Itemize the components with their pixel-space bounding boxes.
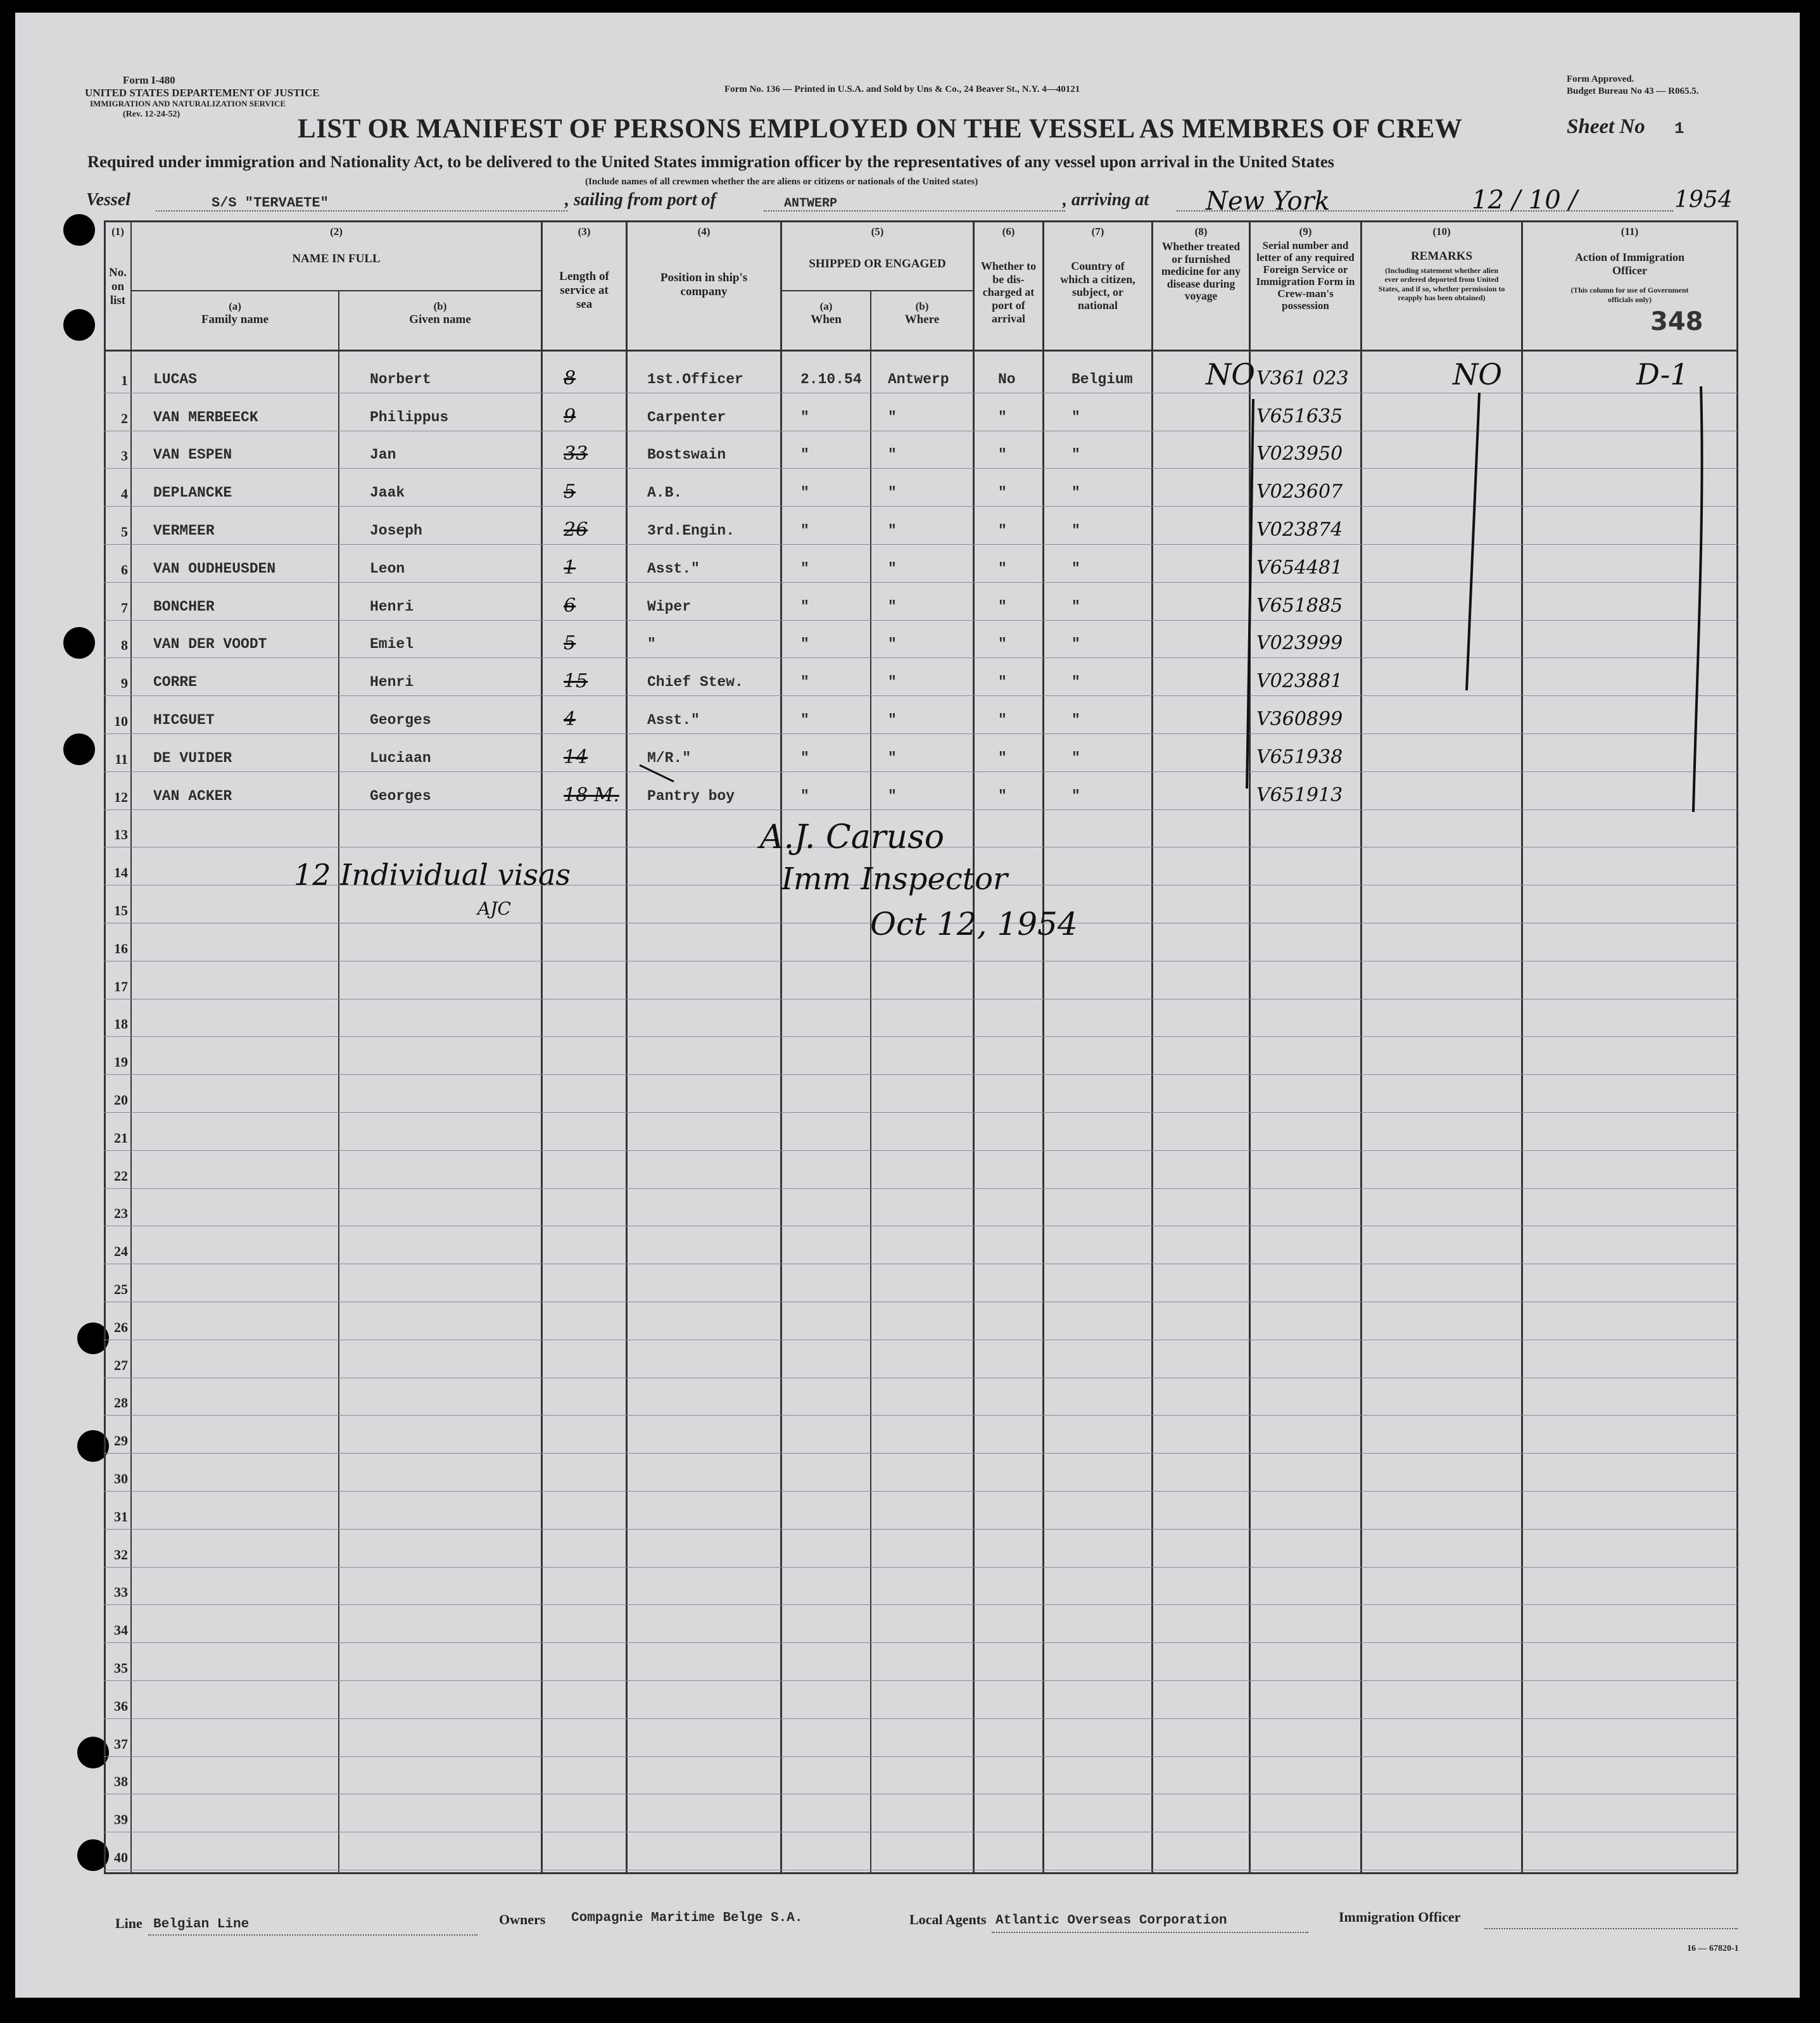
- given-name: Leon: [370, 560, 405, 577]
- given-name: Jan: [370, 447, 396, 464]
- shipped-when: ": [800, 560, 809, 577]
- family-name: HICGUET: [153, 712, 215, 728]
- shipped-where: ": [888, 749, 897, 766]
- visa-count-note: 12 Individual visas: [294, 858, 571, 892]
- discharged: ": [998, 409, 1007, 426]
- col2a-num: (a): [229, 300, 241, 312]
- col8-label: Whether treated or furnished medicine for any disease during voyage: [1161, 240, 1241, 303]
- sheet-label: Sheet No: [1567, 115, 1645, 138]
- row-number: 4: [121, 486, 128, 502]
- row-number: 13: [114, 827, 128, 843]
- discharged: ": [998, 712, 1007, 728]
- col2-num: (2): [330, 225, 343, 238]
- family-name: VAN ACKER: [153, 787, 232, 804]
- form-title: LIST OR MANIFEST OF PERSONS EMPLOYED ON THE VESSEL AS MEMBRES OF CREW: [298, 114, 1463, 144]
- serial-number: V651938: [1256, 745, 1343, 768]
- serial-number: V023874: [1256, 519, 1343, 541]
- revision: (Rev. 12-24-52): [123, 110, 180, 119]
- col2b-num: (b): [433, 300, 447, 312]
- given-name: Norbert: [370, 371, 431, 388]
- shipped-when: ": [800, 674, 809, 691]
- discharged: ": [998, 447, 1007, 464]
- col3-label: Length of service at sea: [559, 270, 609, 311]
- form-subnote: (Include names of all crewmen whether the are aliens or citizens or nationals of the United states): [585, 177, 978, 187]
- country: ": [1071, 598, 1080, 615]
- arrival-date: 12 / 10 /: [1472, 186, 1577, 215]
- officer-label: Immigration Officer: [1339, 1909, 1461, 1925]
- row-number: 28: [114, 1395, 128, 1411]
- given-name: Georges: [370, 787, 431, 804]
- family-name: VAN ESPEN: [153, 447, 232, 464]
- length-of-service: 14: [564, 745, 588, 768]
- serial-number: V361 023: [1256, 367, 1349, 390]
- line-value: Belgian Line: [153, 1917, 250, 1932]
- length-of-service: 18 M.: [564, 783, 619, 806]
- country: ": [1071, 787, 1080, 804]
- col7-num: (7): [1091, 225, 1104, 238]
- printer-note: Form No. 136 — Printed in U.S.A. and Sold by Uns & Co., 24 Beaver St., N.Y. 4—40121: [724, 84, 1080, 94]
- length-of-service: 5: [564, 481, 576, 504]
- shipped-where: ": [888, 787, 897, 804]
- shipped-where: ": [888, 712, 897, 728]
- position: M/R.": [647, 749, 692, 766]
- col11-num: (11): [1621, 225, 1639, 238]
- discharged: ": [998, 749, 1007, 766]
- line-label: Line: [115, 1915, 142, 1931]
- col9-label: Serial number and letter of any required Foreign Service or Immigration Form in Crew-man's possession: [1256, 239, 1355, 312]
- country: ": [1071, 674, 1080, 691]
- row-number: 1: [121, 372, 128, 388]
- row-number: 37: [114, 1735, 128, 1752]
- row-number: 18: [114, 1016, 128, 1032]
- officer-stamp: 348: [1650, 307, 1703, 336]
- country: ": [1071, 636, 1080, 653]
- position: 1st.Officer: [647, 371, 743, 388]
- row-number: 34: [114, 1622, 128, 1639]
- position: Asst.": [647, 560, 700, 577]
- serial-number: V023881: [1256, 670, 1343, 693]
- col5-num: (5): [871, 225, 884, 238]
- row-number: 2: [121, 410, 128, 426]
- length-of-service: 9: [564, 405, 576, 428]
- col2a-label: Family name: [201, 313, 269, 326]
- col1-label: No. on list: [109, 266, 127, 307]
- inspector-signature: A.J. Caruso: [760, 818, 945, 856]
- given-name: Henri: [370, 674, 414, 691]
- length-of-service: 6: [564, 594, 576, 617]
- row-number: 30: [114, 1471, 128, 1487]
- given-name: Philippus: [370, 409, 449, 426]
- col11-note: (This column for use of Government officials only): [1570, 286, 1689, 304]
- col1-num: (1): [111, 225, 124, 238]
- col5-label: SHIPPED OR ENGAGED: [809, 257, 946, 270]
- given-name: Emiel: [370, 636, 414, 653]
- family-name: VAN MERBEECK: [153, 409, 258, 426]
- shipped-where: ": [888, 560, 897, 577]
- discharged: ": [998, 523, 1007, 539]
- length-of-service: 33: [564, 443, 588, 466]
- shipped-where: ": [888, 523, 897, 539]
- serial-number: V023999: [1256, 632, 1343, 655]
- shipped-where: ": [888, 485, 897, 502]
- length-of-service: 1: [564, 556, 576, 579]
- row-number: 9: [121, 675, 128, 692]
- officer-underline: [1484, 1928, 1738, 1929]
- row-number: 11: [115, 751, 128, 767]
- row-number: 8: [121, 637, 128, 654]
- discharged: ": [998, 787, 1007, 804]
- given-name: Joseph: [370, 523, 422, 539]
- family-name: VAN OUDHEUSDEN: [153, 560, 276, 577]
- service: IMMIGRATION AND NATURALIZATION SERVICE: [90, 99, 286, 108]
- col3-num: (3): [578, 225, 591, 238]
- agents-label: Local Agents: [909, 1912, 987, 1927]
- sailing-label: , sailing from port of: [565, 190, 716, 210]
- col2b-label: Given name: [409, 313, 471, 326]
- country: ": [1071, 749, 1080, 766]
- row-number: 20: [114, 1092, 128, 1108]
- serial-number: V360899: [1256, 708, 1343, 730]
- row-number: 24: [114, 1243, 128, 1260]
- serial-number: V651913: [1256, 783, 1343, 806]
- shipped-where: Antwerp: [888, 371, 949, 388]
- initials: AJC: [477, 898, 511, 919]
- owners-value: Compagnie Maritime Belge S.A.: [571, 1911, 803, 1925]
- row-number: 14: [114, 865, 128, 881]
- position: A.B.: [647, 485, 683, 502]
- row-number: 21: [114, 1129, 128, 1146]
- col6-label: Whether to be dis-charged at port of arrival: [980, 260, 1037, 325]
- shipped-when: ": [800, 485, 809, 502]
- position: ": [647, 636, 656, 653]
- serial-number: V654481: [1256, 556, 1343, 579]
- family-name: BONCHER: [153, 598, 215, 615]
- col6-num: (6): [1002, 225, 1015, 238]
- row-number: 33: [114, 1584, 128, 1601]
- agents-underline: [992, 1932, 1308, 1933]
- length-of-service: 8: [564, 367, 576, 390]
- discharged: ": [998, 636, 1007, 653]
- agents-value: Atlantic Overseas Corporation: [995, 1913, 1227, 1928]
- position: Asst.": [647, 712, 700, 728]
- row-number: 26: [114, 1319, 128, 1335]
- col9-num: (9): [1299, 225, 1312, 238]
- position: Carpenter: [647, 409, 726, 426]
- handwritten-strokes: [15, 13, 1800, 1998]
- form-number: Form I-480: [123, 74, 175, 86]
- family-name: DE VUIDER: [153, 749, 232, 766]
- row-number: 10: [114, 713, 128, 729]
- vessel-label: Vessel: [86, 190, 130, 210]
- col5a-label: When: [811, 313, 842, 326]
- row-number: 22: [114, 1167, 128, 1184]
- col4-label: Position in ship's company: [660, 271, 748, 298]
- length-of-service: 4: [564, 708, 576, 730]
- shipped-when: ": [800, 447, 809, 464]
- row-number: 38: [114, 1773, 128, 1790]
- position: Pantry boy: [647, 787, 735, 804]
- country: ": [1071, 447, 1080, 464]
- medicine: NO: [1206, 357, 1255, 391]
- col10-num: (10): [1432, 225, 1451, 238]
- owners-label: Owners: [499, 1912, 546, 1927]
- row-number: 35: [114, 1660, 128, 1676]
- shipped-when: ": [800, 787, 809, 804]
- row-number: 36: [114, 1697, 128, 1714]
- row-number: 12: [114, 789, 128, 805]
- stamp-number: 16 — 67820-1: [1687, 1944, 1739, 1953]
- shipped-where: ": [888, 636, 897, 653]
- department: UNITED STATES DEPARTEMENT OF JUSTICE: [85, 87, 320, 99]
- shipped-where: ": [888, 674, 897, 691]
- given-name: Jaak: [370, 485, 405, 502]
- discharged: ": [998, 485, 1007, 502]
- col7-label: Country of which a citizen, subject, or national: [1060, 260, 1135, 312]
- discharged: ": [998, 560, 1007, 577]
- length-of-service: 26: [564, 519, 588, 541]
- row-number: 39: [114, 1811, 128, 1828]
- col8-num: (8): [1194, 225, 1208, 238]
- shipped-where: ": [888, 598, 897, 615]
- row-number: 40: [114, 1849, 128, 1865]
- shipped-when: ": [800, 749, 809, 766]
- shipped-when: 2.10.54: [800, 371, 862, 388]
- inspection-date: Oct 12, 1954: [870, 906, 1078, 942]
- country: ": [1071, 409, 1080, 426]
- shipped-when: ": [800, 523, 809, 539]
- serial-number: V023950: [1256, 443, 1343, 466]
- manifest-sheet: [15, 13, 1800, 1998]
- row-number: 25: [114, 1281, 128, 1297]
- country: ": [1071, 560, 1080, 577]
- arrival-place: New York: [1206, 187, 1330, 216]
- sheet-number: 1: [1674, 119, 1684, 138]
- serial-number: V651885: [1256, 594, 1343, 617]
- position: Chief Stew.: [647, 674, 743, 691]
- row-number: 23: [114, 1205, 128, 1222]
- row-number: 19: [114, 1054, 128, 1070]
- length-of-service: 15: [564, 670, 588, 693]
- form-approved: Form Approved.: [1567, 74, 1634, 84]
- col4-num: (4): [697, 225, 711, 238]
- given-name: Henri: [370, 598, 414, 615]
- arrival-year: 1954: [1674, 187, 1733, 213]
- position: 3rd.Engin.: [647, 523, 735, 539]
- row-number: 7: [121, 599, 128, 616]
- country: ": [1071, 485, 1080, 502]
- shipped-where: ": [888, 409, 897, 426]
- col10-label: REMARKS: [1410, 250, 1473, 263]
- col11-label: Action of Immigration Officer: [1575, 251, 1684, 277]
- row-number: 6: [121, 561, 128, 578]
- vessel-name: S/S "TERVAETE": [212, 195, 329, 211]
- country: ": [1071, 712, 1080, 728]
- family-name: CORRE: [153, 674, 198, 691]
- discharged: No: [998, 371, 1016, 388]
- given-name: Luciaan: [370, 749, 431, 766]
- family-name: VERMEER: [153, 523, 215, 539]
- family-name: VAN DER VOODT: [153, 636, 267, 653]
- row-number: 15: [114, 903, 128, 918]
- family-name: DEPLANCKE: [153, 485, 232, 502]
- row-number: 31: [114, 1508, 128, 1525]
- row-number: 17: [114, 978, 128, 994]
- country: Belgium: [1071, 371, 1133, 388]
- row-number: 32: [114, 1546, 128, 1563]
- discharged: ": [998, 598, 1007, 615]
- shipped-where: ": [888, 447, 897, 464]
- serial-number: V651635: [1256, 405, 1343, 428]
- given-name: Georges: [370, 712, 431, 728]
- form-subtitle: Required under immigration and Nationality Act, to be delivered to the United States immigration officer by the representatives of any vessel upon arrival in the United States: [87, 152, 1334, 171]
- shipped-when: ": [800, 712, 809, 728]
- row-number: 5: [121, 524, 128, 540]
- col5a-num: (a): [819, 300, 833, 312]
- line-underline: [148, 1934, 477, 1936]
- shipped-when: ": [800, 409, 809, 426]
- col5b-num: (b): [915, 300, 929, 312]
- serial-number: V023607: [1256, 481, 1343, 504]
- arriving-label: , arriving at: [1063, 190, 1149, 210]
- row-number: 27: [114, 1357, 128, 1373]
- port-name: ANTWERP: [784, 196, 838, 211]
- length-of-service: 5: [564, 632, 576, 655]
- discharged: ": [998, 674, 1007, 691]
- inspector-title: Imm Inspector: [781, 861, 1008, 897]
- position: Bostswain: [647, 447, 726, 464]
- budget-bureau: Budget Bureau No 43 — R065.5.: [1567, 86, 1699, 96]
- officer-action: D-1: [1636, 357, 1689, 391]
- row-number: 3: [121, 448, 128, 464]
- row-number: 16: [114, 940, 128, 956]
- col2-label: NAME IN FULL: [292, 252, 381, 265]
- family-name: LUCAS: [153, 371, 198, 388]
- remarks: NO: [1453, 357, 1502, 391]
- col10-note: (Including statement whether alien ever ordered deported from United States, and if so, whether permission to reapply has been obtained): [1378, 266, 1505, 303]
- country: ": [1071, 523, 1080, 539]
- col5b-label: Where: [904, 313, 940, 326]
- shipped-when: ": [800, 598, 809, 615]
- shipped-when: ": [800, 636, 809, 653]
- position: Wiper: [647, 598, 692, 615]
- row-number: 29: [114, 1433, 128, 1449]
